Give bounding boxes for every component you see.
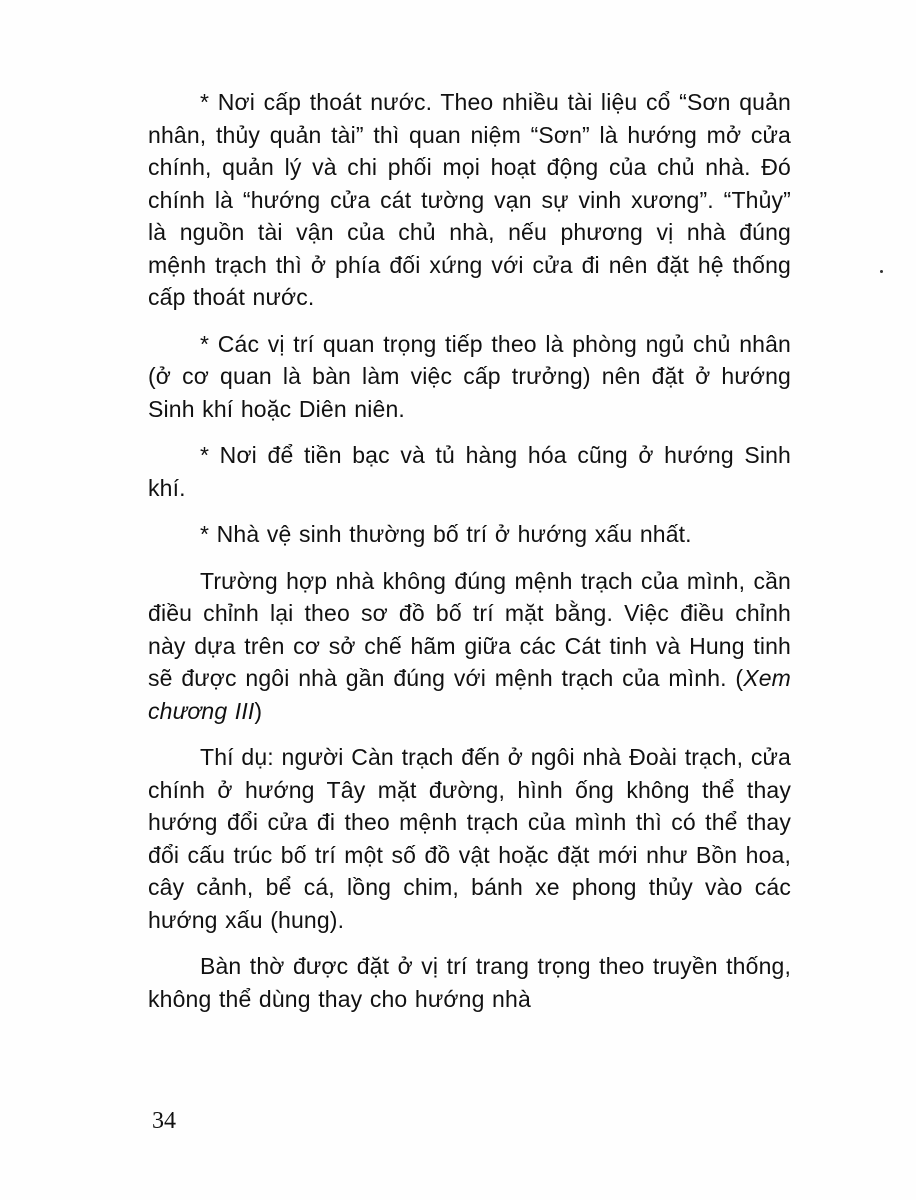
page-number: 34 bbox=[152, 1108, 176, 1134]
body-text bbox=[148, 86, 791, 1029]
paragraph-text: * Nơi để tiền bạc và tủ hàng hóa cũng ở hướng Sinh khí. bbox=[148, 442, 791, 501]
paragraph-adjustment bbox=[148, 565, 791, 728]
paragraph-toilet bbox=[148, 518, 791, 551]
paragraph-text: Bàn thờ được đặt ở vị trí trang trọng theo truyền thống, không thể dùng thay cho hướng nhà bbox=[148, 953, 791, 1012]
scan-speck bbox=[880, 270, 883, 273]
paragraph-bedroom bbox=[148, 328, 791, 426]
paragraph-altar bbox=[148, 950, 791, 1015]
paragraph-text-end: ) bbox=[254, 697, 263, 724]
paragraph-example bbox=[148, 741, 791, 936]
paragraph-water-supply bbox=[148, 86, 791, 314]
paragraph-text: * Nơi cấp thoát nước. Theo nhiều tài liệu cổ “Sơn quản nhân, thủy quản tài” thì quan niệm “Sơn” là hướng mở cửa chính, quản lý và chi phối mọi hoạt động của chủ nhà. Đó chính là “hướng cửa cát tường vạn sự vinh xương”. “Thủy” là nguồn tài vận của chủ nhà, nếu phương vị nhà đúng mệnh trạch thì ở phía đối xứng với cửa đi nên đặt hệ thống cấp thoát nước. bbox=[148, 89, 791, 310]
paragraph-text: * Nhà vệ sinh thường bố trí ở hướng xấu nhất. bbox=[200, 521, 692, 547]
paragraph-text: Trường hợp nhà không đúng mệnh trạch của mình, cần điều chỉnh lại theo sơ đồ bố trí mặt bằng. Việc điều chỉnh này dựa trên cơ sở chế hãm giữa các Cát tinh và Hung tinh sẽ được ngôi nhà gần đúng với mệnh trạch của mình. ( bbox=[148, 567, 791, 691]
paragraph-money-storage bbox=[148, 439, 791, 504]
paragraph-text: * Các vị trí quan trọng tiếp theo là phòng ngủ chủ nhân (ở cơ quan là bàn làm việc cấp trưởng) nên đặt ở hướng Sinh khí hoặc Diên niên. bbox=[148, 330, 791, 422]
chapter-reference: Xem chương III bbox=[148, 665, 791, 724]
paragraph-text: Thí dụ: người Càn trạch đến ở ngôi nhà Đoài trạch, cửa chính ở hướng Tây mặt đường, hình ống không thể thay hướng đổi cửa đi theo mệnh trạch của mình thì có thể thay đổi cấu trúc bố trí một số đồ vật hoặc đặt mới như Bồn hoa, cây cảnh, bể cá, lồng chim, bánh xe phong thủy vào các hướng xấu (hung). bbox=[148, 744, 791, 933]
